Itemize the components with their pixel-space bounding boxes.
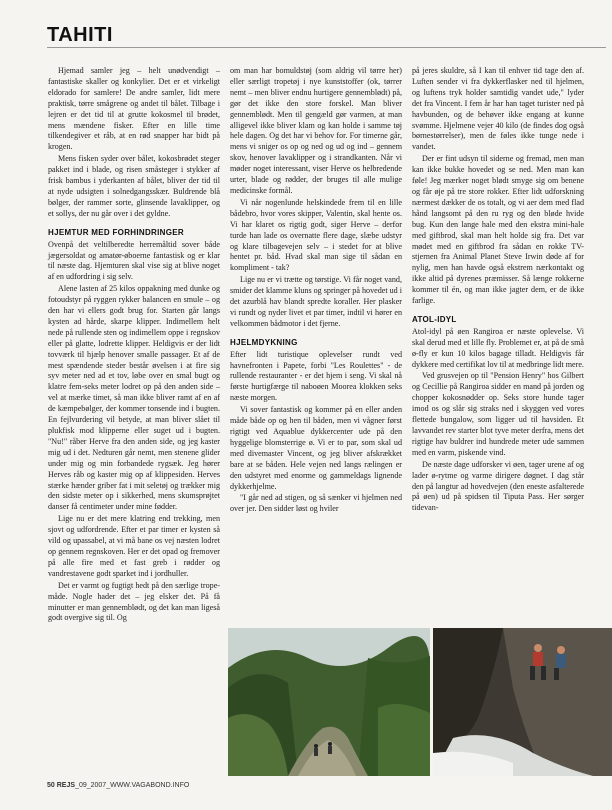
paragraph: Lige nu er vi trætte og tørstige. Vi får noget vand, smider det klamme kluns og springer på hovedet ud i det azurblå hav blandt spredte koraller. Her plasker vi rundt og nyder livet et par timer, indtil vi hører en velkommen bådmotor i det fjerne. (230, 275, 402, 328)
article-column-3 (412, 66, 584, 621)
title-rule (47, 47, 606, 48)
paragraph: på jeres skuldre, så I kan til enhver tid tage den af. Luften sender vi fra dykkerflasker ned til hjelmen, og luftens tryk holder samtidig vandet ude," lyder det fra Vincent. I fem år har han taget turister ned på havbunden, og de behøver ikke engang at kunne svømme. Hjelmene vejer 40 kilo (de findes dog også børnestørrelser), men de føles ikke tunge nede i vandet. (412, 66, 584, 152)
paragraph: Lige nu er det mere klatring end trekking, men sjovt og udfordrende. Efter et par timer er kysten så vild og upassabel, at vi må bane os vej næsten lodret op gennem regnskoven. Her er det opad og fremover på alle fire med et fast greb i rødder og vandrestavene godt sparket ind i jordhuller. (48, 514, 220, 578)
section-heading: HJEMTUR MED FORHINDRINGER (48, 227, 184, 237)
website-link[interactable]: WWW.VAGABOND.INFO (110, 782, 190, 789)
page-footer (47, 782, 189, 789)
magazine-name: REJS (56, 782, 76, 789)
waterfall-climb-image (433, 628, 612, 776)
paragraph: Alene lasten af 25 kilos oppakning med dunke og fotoudstyr på ryggen rykker balancen en smule – og den har vi ellers godt brug for. Starten går langs kysten ad hårde, skarpe klipper. Indimellem helt nede på rullende sten og indimellem oppe i regnskov eller på glatte, lodrette klipper. Heldigvis er der lidt tovværk til hjælp henover smalle passager. Et af de mest spændende steder består øvelsen i at fire sig syv meter ned ad et tov, løbe over en smal bugt og klatre fem-seks meter lodret op på den anden side – vel at mærke timet, så man ikke bliver ramt af en af de kæmpebølger, der kommer tonsende ind i bugten. En fejlvurdering vil betyde, at man bliver slået til plukfisk mod klipperne eller suget ud i bugten. "Nu!" råber Herve fra den anden side, og jeg kaster mig ud i det. Nedturen går nemt, men stenene glider under mig og min forbandede rygsæk. Jeg hører Herves råb og kaster mig op af klippesiden. Herves stærke hænder griber fat i mit seletøj og trækker mig den sidste meter op i sikkerhed, mens skumsprøjtet danser få centimeter under mine fødder. (48, 284, 220, 512)
jungle-river-image (228, 628, 430, 776)
paragraph: Ovenpå det veltilberedte herremåltid sover både jægersoldat og amatør-øboerne fantastisk og er klar til næste dag. Hjemturen skal vise sig at blive noget af en udfordring i sig selv. (48, 239, 220, 282)
paragraph: Det er varmt og fugtigt hedt på den særlige trope-måde. Nogle hader det – jeg elsker det. På få minutter er man gennemblødt, og det kan man ligeså godt overgive sig til. Og (48, 580, 220, 623)
paragraph: Vi sover fantastisk og kommer på en eller anden måde både op og hen til båden, men vi vågner først rigtigt ved Aquablue dykkercenter ude på den hyggelige blomsterrige ø. Vi er to par, som skal ud med divemaster Vincent, og jeg bliver afskrækket bare at se båden. Hele vejen ned langs rælingen er den udstyret med enorme og gammeldags lignende dykkerhjelme. (230, 405, 402, 491)
paragraph: Efter lidt turistique oplevelser rundt ved havnefronten i Papete, forbi "Les Roulettes" - de rullende restauranter - er det hjem i seng. Vi skal nå første hurtigfærge til naboøen Moorea klokken seks næste morgen. (230, 349, 402, 403)
article-column-1 (48, 66, 220, 772)
page-number: 50 (47, 782, 55, 789)
issue-date: _09_2007_ (75, 782, 111, 789)
article-column-2 (230, 66, 402, 621)
photo-strip (228, 628, 612, 776)
paragraph: Hjemad samler jeg – helt unødvendigt – fantastiske skaller og konkylier. Det er et virkeligt eldorado for samlere! De andre samler, lidt mere praktisk, tørre smågrene og andet til bålet. Tilbage i lejren er det tid til at grutte kokosmel til brødet, mens mændene fisker. Efter en lille time tilkendegiver et råb, at en rød snapper har bidt på krogen. (48, 66, 220, 152)
paragraph: Mens fisken syder over bålet, kokosbrødet steger pakket ind i blade, og risen småsteger i stykker af frisk bambus i yderkanten af bålet, bliver der tid til at nyde udsigten i solnedgangsskær. Buldrende blå bølger, der rammer sorte, glinsende lavaklipper, og et sollys, der nu går over i det gyldne. (48, 154, 220, 218)
section-heading: ATOL-IDYL (412, 314, 457, 324)
paragraph: De næste dage udforsker vi øen, tager urene af og lader ø-rytme og varme dirigere døgnet. I dag står den på langtur ad hovedvejen (den eneste asfalterede på øen) ud på spidsen til Tiputa Pass. Her sørger tidevan- (412, 459, 584, 513)
paragraph: Der er fint udsyn til siderne og fremad, men man kan ikke bukke hovedet og se ned. Men man kan føle! Jeg mærker noget blødt smyge sig om benene og får øje på tre store rokker. Efter lidt udforskning nærmest dækker de os totalt, og vi aer dem med flad hånd langsomt på den ru ryg og den bløde hvide bug. Kun den lange hale med den ekstra mini-hale med giftbrod, skal man helt holde sig fra. Det var mødet med en giftbrod fra sådan en rokke TV-stjernen fra Animal Planet Steve Irwin døde af for nylig, men han havde også ekstrem nærkontakt og ikke altid på dyrenes præmisser. Så længe rokkerne kommer til én, og man ikke jagter dem, er de ikke farlige. (412, 154, 584, 306)
paragraph: "I går ned ad stigen, og så sænker vi hjelmen ned over jer. Den sidder løst og hviler (230, 493, 402, 514)
paragraph: Atol-idyl på øen Rangiroa er næste oplevelse. Vi skal derud med et lille fly. Problemet er, at på de små ø-fly er kun 10 kilos bagage tilladt. Heldigvis får dykkere med certifikat lov til at medbringe lidt mere. (412, 326, 584, 369)
photo-waterfall-climb (433, 628, 612, 776)
page-title: TAHITI (47, 24, 113, 46)
section-heading: HJELMDYKNING (230, 337, 298, 347)
paragraph: Ved grusvejen op til "Pension Henry" hos Gilbert og Cecillie på Rangiroa sidder en mand på jorden og chopper kokosnødder op. Seks store hunde tager imod os og slår sig straks ned i skyggen ved vores flettede bungalow, som ligger ud til havsiden. Et lavvandet rev starter blot tyve meter derfra, mens det rigtige hav buldrer ind hundrede meter ude sammen med en varm, piskende vind. (412, 371, 584, 457)
paragraph: om man har bomuldstøj (som aldrig vil tørre her) eller særligt tropetøj i nye kunststoffer (ok, tørrer nemt – men bliver endnu hurtigere gennemblødt) på, gør det ikke den store forskel. Man bliver gennemblødt. Men til gengæld gør varmen, at man alligevel ikke bliver klam og kan holde i samme tøj hele dagen. Og det har vi behov for. For timerne går, mens vi sniger os op og ned og ud og ind – gennem skov, henover lavaklipper og i strandkanten. Når vi møder noget interessant, viser Herve os helbredende urter, blade og rødder, der bruges til alle mulige medicinske formål. (230, 66, 402, 195)
photo-jungle-river (228, 628, 430, 776)
paragraph: Vi når nogenlunde helskindede frem til en lille bådebro, hvor vores skipper, Valentin, skal hente os. Vi har klaret os rigtig godt, siger Herve – derfor turde han lade os overnatte flere dage, slæbe udstyr og klare tilbagevejen selv – i stedet for at blive hentet pr. båd. Hvad skal man sige til sådan en kompliment - tak? (230, 197, 402, 273)
